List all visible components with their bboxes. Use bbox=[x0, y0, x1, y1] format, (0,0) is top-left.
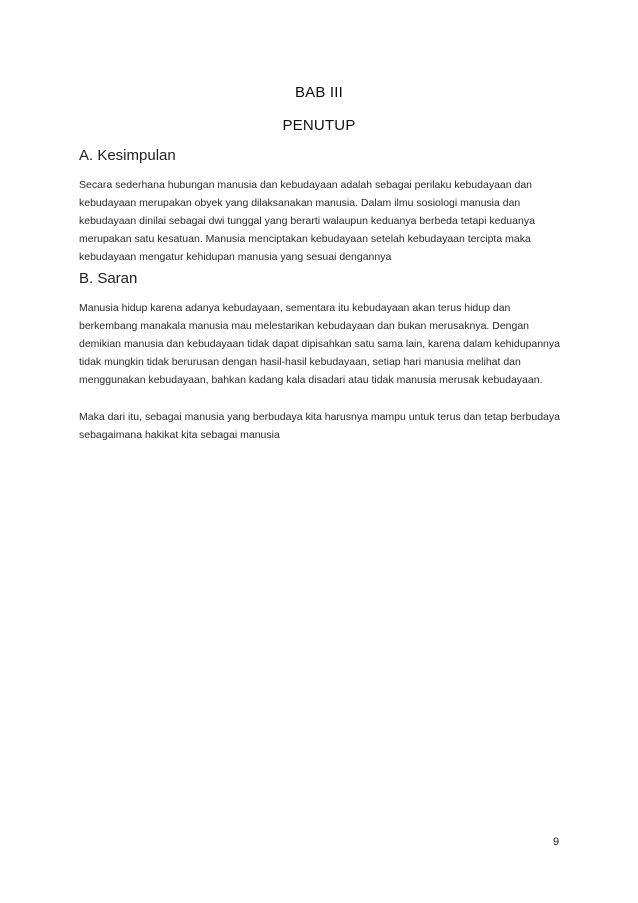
paragraph-saran-2: Maka dari itu, sebagai manusia yang berbudaya kita harusnya mampu untuk terus dan tetap berbudaya sebagaimana hakikat kita sebagai manusia bbox=[79, 411, 560, 441]
section-heading-kesimpulan: A. Kesimpulan bbox=[79, 147, 176, 164]
page-number: 9 bbox=[553, 836, 560, 848]
paragraph-kesimpulan: Secara sederhana hubungan manusia dan kebudayaan adalah sebagai perilaku kebudayaan dan kebudayaan merupakan obyek yang dilaksanakan manusia. Dalam ilmu sosiologi manusia dan kebudayaan dinilai sebagai dwi tunggal yang berarti walaupun keduanya berbeda tetapi keduanya merupakan satu kesatuan. Manusia menciptakan kebudayaan setelah kebudayaan tercipta maka kebudayaan mengatur kehidupan manusia yang sesuai dengannya bbox=[79, 179, 535, 263]
section-heading-saran: B. Saran bbox=[79, 270, 138, 287]
chapter-title: PENUTUP bbox=[282, 117, 356, 134]
chapter-number: BAB III bbox=[294, 84, 344, 101]
paragraph-saran-1: Manusia hidup karena adanya kebudayaan, sementara itu kebudayaan akan terus hidup dan berkembang manakala manusia mau melestarikan kebudayaan dan bukan merusaknya. Dengan demikian manusia dan kebudayaan tidak dapat dipisahkan satu sama lain, karena dalam kehidupannya tidak mungkin tidak berurusan dengan hasil-hasil kebudayaan, setiap hari manusia melihat dan menggunakan kebudayaan, bahkan kadang kala disadari atau tidak manusia merusak kebudayaan. bbox=[79, 302, 560, 386]
